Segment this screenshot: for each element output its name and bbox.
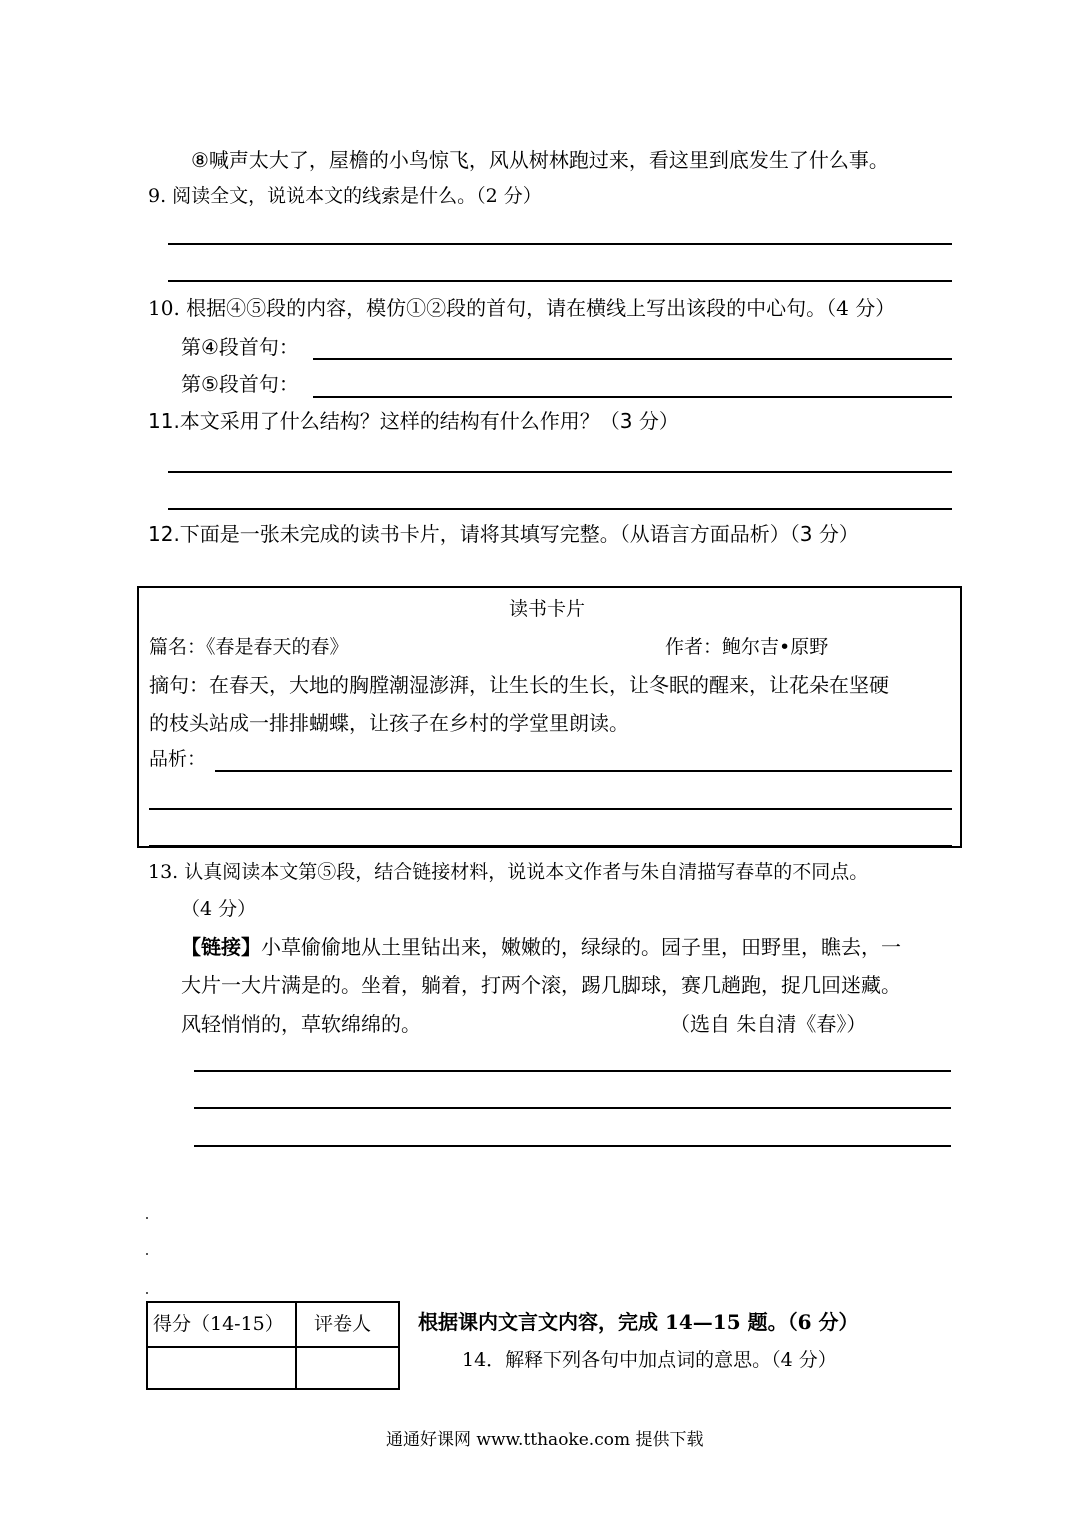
answer-line	[194, 1070, 951, 1072]
footer-source: 通通好课网 www.tthaoke.com 提供下载	[386, 1430, 704, 1450]
question-12: 12.下面是一张未完成的读书卡片，请将其填写完整。（从语言方面品析）（3 分）	[148, 522, 859, 546]
answer-line	[313, 358, 952, 360]
card-analysis-label: 品析：	[149, 748, 207, 770]
question-13-line-1: 13. 认真阅读本文第⑤段，结合链接材料，说说本文作者与朱自清描写春草的不同点。	[148, 861, 869, 883]
link-source: （选自 朱自清《春》）	[670, 1012, 867, 1036]
question-13-line-2: （4 分）	[181, 898, 257, 920]
answer-line	[313, 396, 952, 398]
card-excerpt-line-2: 的枝头站成一排排蝴蝶，让孩子在乡村的学堂里朗读。	[149, 711, 629, 735]
card-excerpt-line-1: 摘句：在春天，大地的胸膛潮湿澎湃，让生长的生长，让冬眠的醒来，让花朵在坚硬	[149, 673, 889, 697]
answer-line	[168, 471, 952, 473]
question-10-paragraph-5-label: 第⑤段首句：	[181, 372, 299, 396]
link-line-1	[181, 937, 901, 957]
score-label: 得分（14-15）	[153, 1313, 284, 1335]
answer-line	[215, 770, 952, 772]
scan-dot	[146, 1292, 148, 1294]
answer-line	[168, 243, 952, 245]
answer-line	[194, 1107, 951, 1109]
link-tag: 【链接】	[181, 935, 261, 959]
card-author: 作者：鲍尔吉•原野	[665, 636, 829, 658]
question-10-paragraph-4-label: 第④段首句：	[181, 335, 299, 359]
answer-line	[194, 1145, 951, 1147]
score-table	[146, 1301, 400, 1390]
link-line-2: 大片一大片满是的。坐着，躺着，打两个滚，踢几脚球，赛几趟跑，捉几回迷藏。	[181, 973, 901, 997]
reading-card	[137, 586, 962, 848]
link-line-3: 风轻悄悄的，草软绵绵的。	[181, 1012, 421, 1036]
scan-dot	[146, 1217, 148, 1219]
card-title: 读书卡片	[509, 598, 586, 620]
answer-line	[168, 508, 952, 510]
passage-paragraph-8: ⑧喊声太大了，屋檐的小鸟惊飞，风从树林跑过来，看这里到底发生了什么事。	[191, 148, 889, 172]
grader-label: 评卷人	[314, 1313, 372, 1335]
table-divider	[148, 1346, 398, 1348]
answer-line	[149, 845, 952, 847]
question-10: 10. 根据④⑤段的内容，模仿①②段的首句，请在横线上写出该段的中心句。（4 分）	[148, 296, 896, 320]
scan-dot	[146, 1253, 148, 1255]
link-line-1-text: 小草偷偷地从土里钻出来，嫩嫩的，绿绿的。园子里，田野里，瞧去，一	[261, 935, 901, 959]
card-piece-title: 篇名：《春是春天的春》	[149, 636, 349, 658]
question-14: 14．解释下列各句中加点词的意思。（4 分）	[462, 1349, 837, 1371]
answer-line	[149, 808, 952, 810]
question-9: 9. 阅读全文，说说本文的线索是什么。（2 分）	[148, 185, 542, 207]
section-instruction: 根据课内文言文内容，完成 14—15 题。（6 分）	[418, 1310, 859, 1334]
question-11: 11.本文采用了什么结构？这样的结构有什么作用？（3 分）	[148, 409, 679, 433]
answer-line	[168, 280, 952, 282]
